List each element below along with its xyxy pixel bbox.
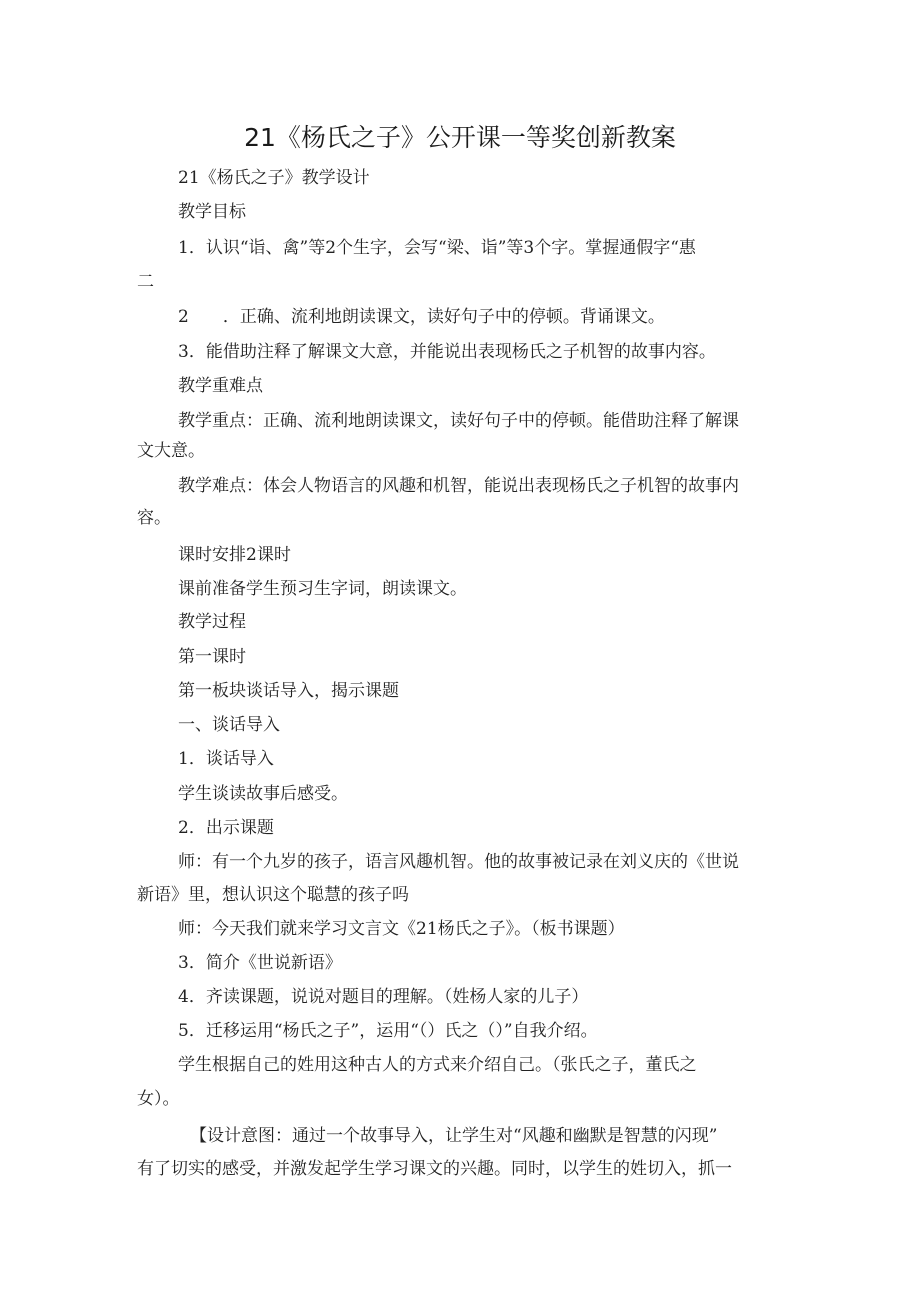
line-key-points-heading: 教学重难点 <box>178 376 263 396</box>
line-step-1-detail: 学生谈读故事后感受。 <box>178 784 348 804</box>
line-key-point: 教学重点：正确、流利地朗读课文，读好句子中的停顿。能借助注释了解课 <box>178 411 739 431</box>
line-objectives-heading: 教学目标 <box>178 202 246 222</box>
line-process-heading: 教学过程 <box>178 612 246 632</box>
document-title: 21《杨氏之子》公开课一等奖创新教案 <box>244 123 676 152</box>
line-step-5-detail: 学生根据自己的姓用这种古人的方式来介绍自己。（张氏之子，董氏之 <box>178 1055 697 1075</box>
line-step-3: 3．简介《世说新语》 <box>178 953 342 973</box>
line-objective-3: 3．能借助注释了解课文大意，并能说出表现杨氏之子机智的故事内容。 <box>178 342 716 362</box>
line-section-one: 一、谈话导入 <box>178 715 280 735</box>
line-step-5-detail-cont: 女）。 <box>137 1089 180 1109</box>
line-objective-1: 1．认识“诣、禽”等2个生字，会写“梁、诣”等3个字。掌握通假字“惠 <box>178 238 696 258</box>
line-preparation: 课前准备学生预习生字词，朗读课文。 <box>178 579 467 599</box>
line-design-intent-cont: 有了切实的感受，并激发起学生学习课文的兴趣。同时，以学生的姓切入，抓一 <box>137 1159 732 1179</box>
line-design-heading: 21《杨氏之子》教学设计 <box>178 168 370 188</box>
line-first-lesson: 第一课时 <box>178 647 246 667</box>
line-key-point-cont: 文大意。 <box>137 441 205 461</box>
line-objective-1-cont: 二 <box>137 272 154 292</box>
line-difficult-point: 教学难点：体会人物语言的风趣和机智，能说出表现杨氏之子机智的故事内 <box>178 476 739 496</box>
line-objective-2: 2 ．正确、流利地朗读课文，读好句子中的停顿。背诵课文。 <box>178 307 665 327</box>
line-teacher-1: 师：有一个九岁的孩子，语言风趣机智。他的故事被记录在刘义庆的《世说 <box>178 852 739 872</box>
line-schedule: 课时安排2课时 <box>178 545 291 565</box>
line-teacher-1-cont: 新语》里，想认识这个聪慧的孩子吗 <box>137 885 409 905</box>
line-teacher-2: 师：今天我们就来学习文言文《21杨氏之子》。（板书课题） <box>178 919 625 939</box>
line-first-block: 第一板块谈话导入，揭示课题 <box>178 681 399 701</box>
line-step-1: 1．谈话导入 <box>178 749 274 769</box>
line-difficult-point-cont: 容。 <box>137 508 171 528</box>
line-step-4: 4．齐读课题，说说对题目的理解。（姓杨人家的儿子） <box>178 987 589 1007</box>
line-step-2: 2．出示课题 <box>178 818 274 838</box>
line-step-5: 5．迁移运用“杨氏之子”，运用“（）氏之（）”自我介绍。 <box>178 1021 598 1041</box>
line-design-intent: 【设计意图：通过一个故事导入，让学生对“风趣和幽默是智慧的闪现” <box>190 1126 718 1146</box>
